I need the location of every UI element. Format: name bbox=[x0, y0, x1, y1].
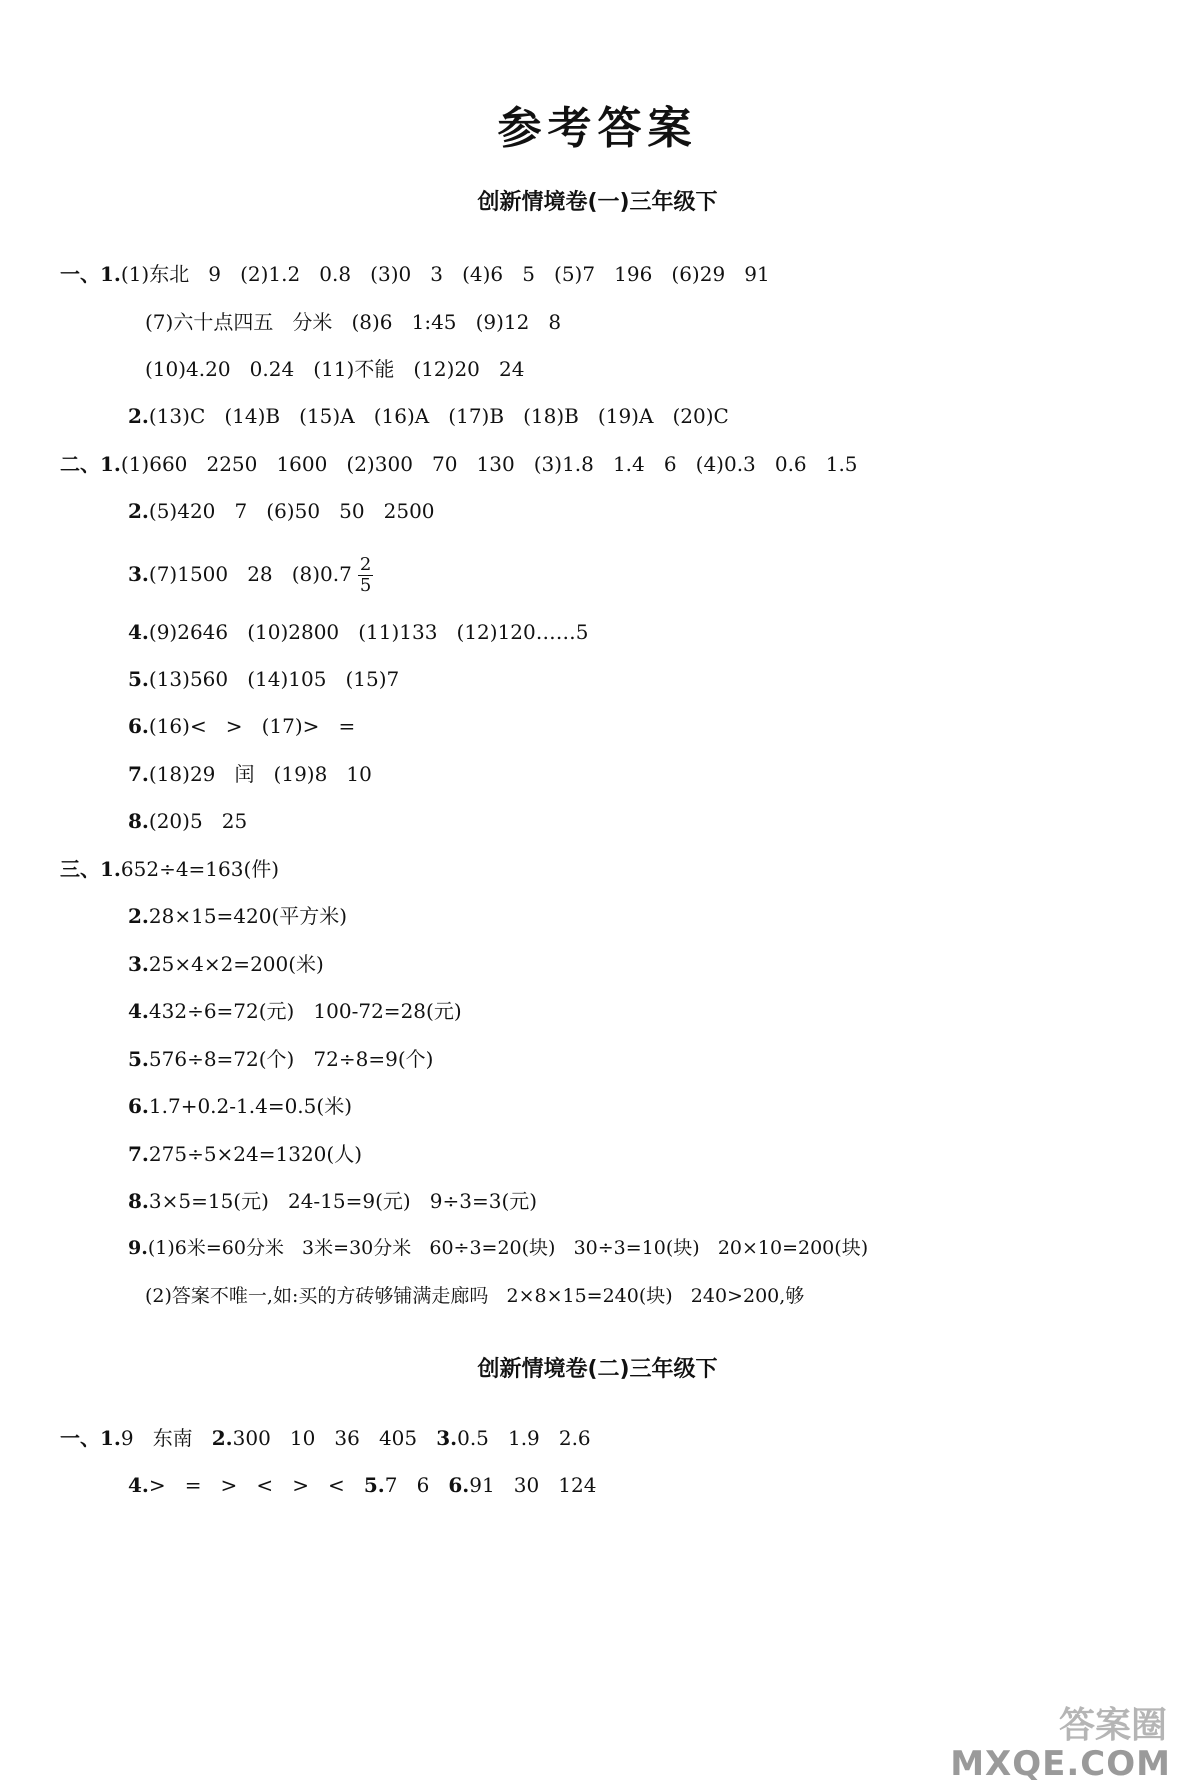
answer-line: (2)答案不唯一,如:买的方砖够铺满走廊吗 2×8×15=240(块) 240>200,够 bbox=[145, 1285, 805, 1307]
answer-line: 5.(13)560 (14)105 (15)7 bbox=[128, 667, 400, 691]
fraction: $\frac{2}{5}$ bbox=[359, 554, 372, 596]
answer-line: 2.(5)420 7 (6)50 50 2500 bbox=[128, 499, 435, 523]
answer-line: 二、1.(1)660 2250 1600 (2)300 70 130 (3)1.8 1.4 6 (4)0.3 0.6 1.5 bbox=[60, 452, 858, 476]
answer-line: 3.(7)1500 28 (8)0.7 $\frac{2}{5}$ bbox=[128, 554, 372, 596]
answer-line: 2.28×15=420(平方米) bbox=[128, 904, 348, 928]
section-heading-1: 创新情境卷(一)三年级下 bbox=[477, 190, 718, 215]
answer-line: 一、1.(1)东北 9 (2)1.2 0.8 (3)0 3 (4)6 5 (5)7 196 (6)29 91 bbox=[60, 262, 770, 286]
answer-line: 5.576÷8=72(个) 72÷8=9(个) bbox=[128, 1047, 434, 1071]
answer-line: 7.(18)29 闰 (19)8 10 bbox=[128, 762, 372, 786]
answer-line: 6.(16)< > (17)> = bbox=[128, 714, 356, 738]
answer-line: (10)4.20 0.24 (11)不能 (12)20 24 bbox=[145, 357, 525, 381]
answer-line: 7.275÷5×24=1320(人) bbox=[128, 1142, 363, 1166]
watermark-logo: 答案圈 bbox=[1058, 1705, 1167, 1746]
answer-line: 9.(1)6米=60分米 3米=30分米 60÷3=20(块) 30÷3=10(块) 20×10=200(块) bbox=[128, 1237, 869, 1259]
answer-line: (7)六十点四五 分米 (8)6 1:45 (9)12 8 bbox=[145, 310, 562, 334]
answer-line: 三、1.652÷4=163(件) bbox=[60, 857, 280, 881]
answer-line: 4.432÷6=72(元) 100-72=28(元) bbox=[128, 999, 462, 1023]
answer-line: 一、1.9 东南 2.300 10 36 405 3.0.5 1.9 2.6 bbox=[60, 1426, 591, 1450]
answer-line: 8.(20)5 25 bbox=[128, 809, 248, 833]
section-heading-2: 创新情境卷(二)三年级下 bbox=[477, 1357, 718, 1382]
answer-line: 6.1.7+0.2-1.4=0.5(米) bbox=[128, 1094, 352, 1118]
watermark-site: MXQE.COM bbox=[950, 1744, 1171, 1784]
answer-line: 8.3×5=15(元) 24-15=9(元) 9÷3=3(元) bbox=[128, 1189, 538, 1213]
page-title: 参考答案 bbox=[497, 103, 698, 154]
answer-line: 4.> = > < > < 5.7 6 6.91 30 124 bbox=[128, 1473, 597, 1497]
answer-line: 2.(13)C (14)B (15)A (16)A (17)B (18)B (19)A (20)C bbox=[128, 404, 729, 428]
answer-line: 3.25×4×2=200(米) bbox=[128, 952, 324, 976]
answer-line: 4.(9)2646 (10)2800 (11)133 (12)120……5 bbox=[128, 620, 589, 644]
